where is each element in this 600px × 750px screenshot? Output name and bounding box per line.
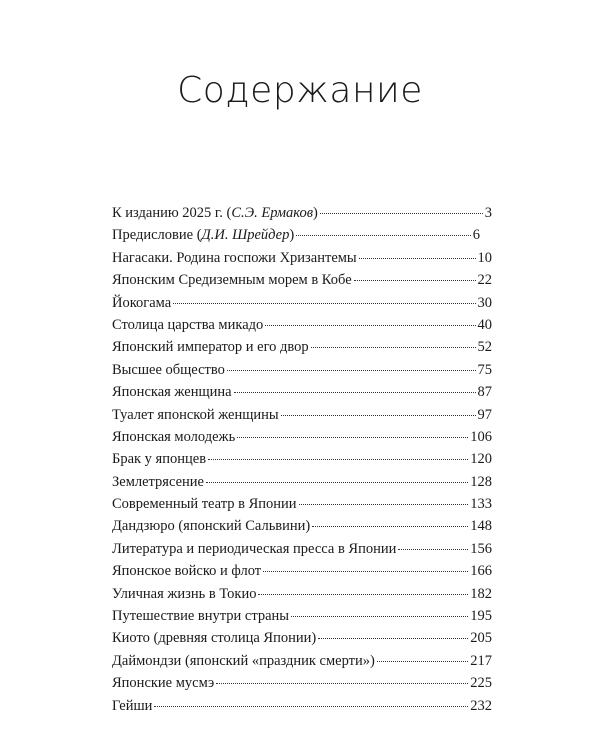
toc-page-number: 232 xyxy=(470,697,492,714)
dot-leader xyxy=(154,705,468,707)
toc-entry-title: Столица царства микадо xyxy=(112,316,264,333)
toc-entry xyxy=(112,314,492,336)
toc-page-number: 156 xyxy=(470,540,492,557)
toc-entry xyxy=(112,583,492,605)
toc-entry-title: Йокогама xyxy=(112,294,172,311)
dot-leader xyxy=(299,503,469,505)
toc-page-number: 182 xyxy=(470,585,492,602)
dot-leader xyxy=(291,615,468,617)
table-of-contents xyxy=(112,202,492,717)
toc-entry-title: Предисловие (Д.И. Шрейдер) xyxy=(112,227,295,244)
dot-leader xyxy=(227,369,476,371)
dot-leader xyxy=(258,593,468,595)
toc-entry-title: Высшее общество xyxy=(112,361,225,378)
toc-entry xyxy=(112,448,492,470)
toc-entry xyxy=(112,695,492,717)
dot-leader xyxy=(377,660,468,662)
toc-entry-author: С.Э. Ермаков xyxy=(231,205,314,221)
toc-page-number: 195 xyxy=(470,608,492,625)
toc-page-number: 6 xyxy=(472,227,480,244)
toc-entry-author: Д.И. Шрейдер xyxy=(201,227,290,244)
dot-leader xyxy=(398,548,468,550)
dot-leader xyxy=(206,481,468,483)
toc-entry xyxy=(112,336,492,358)
toc-entry-title: Японская женщина xyxy=(112,384,232,401)
toc-entry-title: Туалет японской женщины xyxy=(112,406,279,423)
toc-page-number: 225 xyxy=(470,675,492,692)
toc-entry xyxy=(112,560,492,582)
toc-page-number: 205 xyxy=(470,630,492,647)
toc-entry-title: Брак у японцев xyxy=(112,451,207,468)
dot-leader xyxy=(173,302,475,304)
dot-leader xyxy=(354,279,476,281)
dot-leader xyxy=(311,346,476,348)
toc-page-number: 217 xyxy=(470,652,492,669)
toc-entry xyxy=(112,381,492,403)
toc-page-number: 3 xyxy=(484,205,492,221)
toc-page-number: 87 xyxy=(477,384,492,401)
toc-entry-title: Путешествие внутри страны xyxy=(112,608,290,625)
dot-leader xyxy=(216,682,468,684)
toc-entry xyxy=(112,538,492,560)
toc-entry-title: Литература и периодическая пресса в Японии xyxy=(112,540,397,557)
toc-page-number: 10 xyxy=(477,249,492,266)
dot-leader xyxy=(359,257,476,259)
toc-entry-title: Гейши xyxy=(112,697,153,714)
toc-entry-title: Киото (древняя столица Японии) xyxy=(112,630,317,647)
dot-leader xyxy=(318,637,468,639)
toc-page-number: 22 xyxy=(477,272,492,289)
toc-entry-title: Японская молодежь xyxy=(112,428,236,445)
toc-entry-title: Нагасаки. Родина госпожи Хризантемы xyxy=(112,249,357,266)
toc-page-number: 52 xyxy=(477,339,492,356)
toc-entry-title: Современный театр в Японии xyxy=(112,496,297,513)
toc-entry-title: К изданию 2025 г. (С.Э. Ермаков) xyxy=(112,205,318,221)
dot-leader xyxy=(208,458,468,460)
toc-entry xyxy=(112,627,492,649)
toc-entry-title: Японский император и его двор xyxy=(112,339,309,356)
toc-entry-title: Уличная жизнь в Токио xyxy=(112,585,257,602)
page-title: Содержание xyxy=(177,70,423,111)
toc-entry-title: Японские мусмэ xyxy=(112,675,215,692)
toc-entry xyxy=(112,650,492,672)
dot-leader xyxy=(237,436,468,438)
dot-leader xyxy=(265,324,475,326)
toc-entry-title: Землетрясение xyxy=(112,473,204,490)
toc-entry xyxy=(112,605,492,627)
dot-leader xyxy=(281,414,476,416)
toc-entry xyxy=(112,269,492,291)
toc-entry xyxy=(112,493,492,515)
toc-entry-title: Японское войско и флот xyxy=(112,563,262,580)
toc-entry xyxy=(112,224,492,246)
toc-entry xyxy=(112,292,492,314)
toc-entry-title: Японским Средиземным морем в Кобе xyxy=(112,272,352,289)
toc-entry xyxy=(112,515,492,537)
toc-entry xyxy=(112,404,492,426)
dot-leader xyxy=(312,525,468,527)
toc-entry xyxy=(112,359,492,381)
dot-leader xyxy=(296,234,471,236)
toc-page-number: 128 xyxy=(470,473,492,490)
toc-page-number: 166 xyxy=(470,563,492,580)
toc-entry-title: Даймондзи (японский «праздник смерти») xyxy=(112,652,375,669)
toc-entry xyxy=(112,672,492,694)
dot-leader xyxy=(263,570,468,572)
toc-page-number: 30 xyxy=(477,294,492,311)
toc-page-number: 75 xyxy=(477,361,492,378)
toc-entry xyxy=(112,202,492,224)
toc-entry xyxy=(112,426,492,448)
dot-leader xyxy=(320,212,483,214)
dot-leader xyxy=(234,391,476,393)
toc-page-number: 133 xyxy=(470,496,492,513)
toc-page-number: 120 xyxy=(470,451,492,468)
toc-page-number: 97 xyxy=(477,406,492,423)
toc-entry xyxy=(112,247,492,269)
toc-page-number: 106 xyxy=(470,428,492,445)
toc-entry xyxy=(112,471,492,493)
toc-page-number: 40 xyxy=(477,316,492,333)
toc-entry-title: Дандзюро (японский Сальвини) xyxy=(112,518,311,535)
toc-page-number: 148 xyxy=(470,518,492,535)
